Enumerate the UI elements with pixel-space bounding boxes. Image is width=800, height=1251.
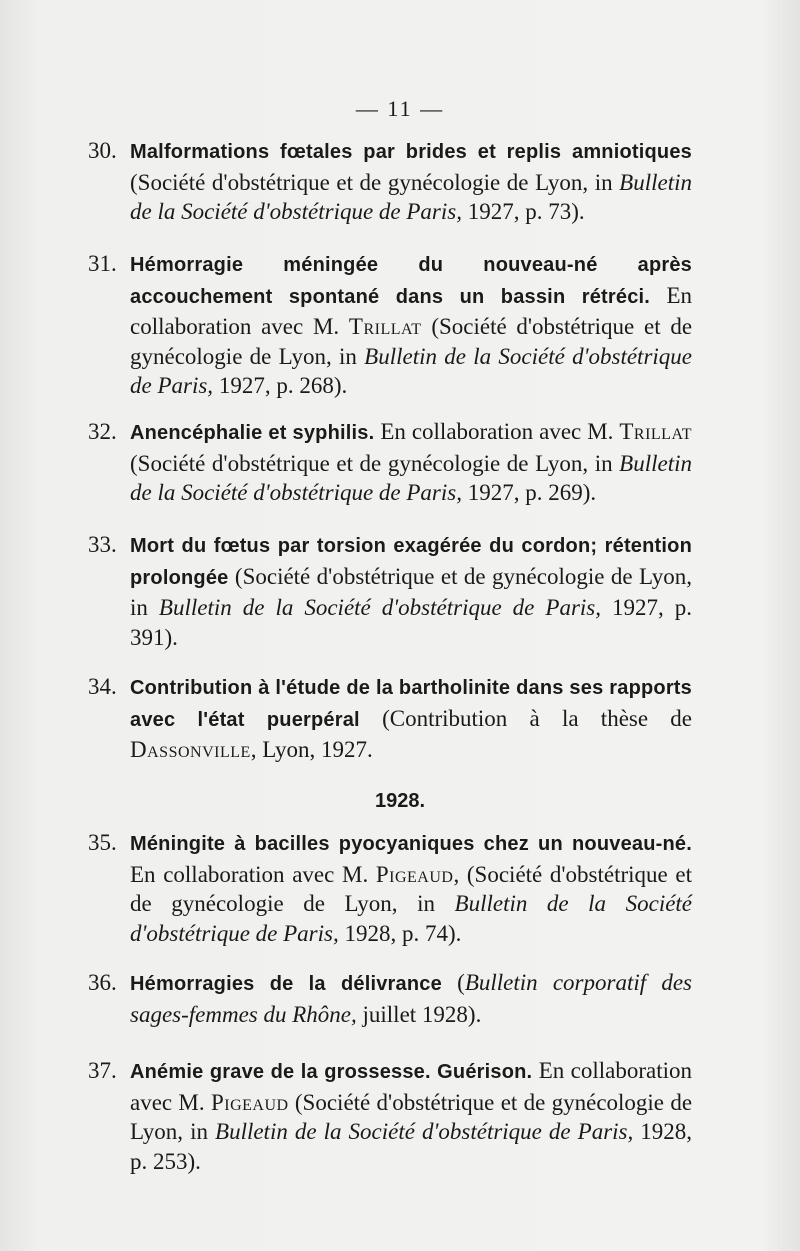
entry-title: Mort du fœtus par torsion exagérée du cordon; rétention prolongée (130, 535, 692, 589)
bibliography-entry-36 (88, 968, 692, 1029)
author-name: Trillat (348, 314, 422, 339)
entry-title: Contribution à l'étude de la bartholinite dans ses rapports avec l'état puerpéral (130, 677, 692, 731)
entry-number: 31. (88, 251, 117, 276)
year-heading: 1928. (374, 790, 426, 812)
entry-text-2: , (Société d'obstétrique et de gynécologie de Lyon, in (130, 861, 692, 916)
entry-text: En collaboration avec M. (130, 861, 369, 887)
journal-title: Bulletin corporatif des sages-femmes du Rhône, (130, 970, 693, 1027)
entry-citation: 1928, p. 74). (344, 920, 462, 946)
author-name: Pigeaud (210, 1089, 289, 1115)
bibliography-entry-34 (88, 672, 692, 765)
entry-text: (Société d'obstétrique et de gynécologie de Lyon, in (130, 563, 693, 620)
entry-text: ( (457, 970, 465, 995)
bibliography-entry-35 (88, 828, 692, 948)
bibliography-entry-31 (88, 249, 692, 401)
entry-text: (Contribution à la thèse de (382, 705, 693, 731)
entry-title: Méningite à bacilles pyocyaniques chez un nouveau-né. (130, 833, 692, 855)
entry-number: 36. (88, 970, 117, 995)
entry-text-2: (Société d'obstétrique et de gynécologie de Lyon, in (130, 1089, 693, 1144)
author-name: Dassonville (130, 737, 251, 762)
entry-number: 32. (88, 419, 117, 444)
author-name: Trillat (619, 419, 693, 444)
entry-citation: 1928, p. 253). (130, 1119, 693, 1174)
journal-title: Bulletin de la Société d'obstétrique de Paris, (158, 595, 601, 620)
entry-title: Anencéphalie et syphilis. (130, 422, 375, 444)
entry-title: Malformations fœtales par brides et replis amniotiques (130, 141, 692, 163)
journal-title: Bulletin de la Société d'obstétrique de Paris, (130, 891, 693, 946)
entry-text-2: (Société d'obstétrique et de gynécologie de Lyon, in (130, 450, 613, 476)
entry-text-2: (Société d'obstétrique et de gynécologie de Lyon, in (130, 314, 693, 369)
entry-citation: , Lyon, 1927. (250, 737, 373, 762)
bibliography-entry-30 (88, 136, 692, 227)
entry-title: Hémorragie méningée du nouveau-né après accouchement spontané dans un bassin rétréci. (130, 254, 692, 308)
bibliography-entry-32 (88, 417, 692, 508)
bibliography-entry-33 (88, 530, 692, 652)
entry-text: En collaboration avec M. (130, 282, 693, 339)
entry-citation: 1927, p. 73). (467, 199, 585, 224)
entry-number: 35. (88, 830, 117, 855)
page-number: — 11 — (355, 96, 445, 121)
entry-number: 30. (88, 138, 117, 163)
entry-citation: 1927, p. 391). (130, 595, 693, 650)
entry-citation: juillet 1928). (362, 1001, 482, 1027)
journal-title: Bulletin de la Société d'obstétrique de Paris, (130, 169, 692, 224)
entry-number: 37. (88, 1058, 117, 1083)
entry-text: (Société d'obstétrique et de gynécologie de Lyon, in (130, 169, 613, 195)
entry-text: En collaboration avec M. (380, 419, 614, 444)
entry-title: Anémie grave de la grossesse. Guérison. (130, 1061, 533, 1083)
entry-number: 33. (88, 532, 117, 557)
bibliography-entry-37 (88, 1056, 692, 1176)
journal-title: Bulletin de la Société d'obstétrique de Paris, (215, 1119, 634, 1144)
entry-title: Hémorragies de la délivrance (130, 973, 442, 995)
entry-citation: 1927, p. 268). (218, 373, 348, 398)
entry-citation: 1927, p. 269). (467, 480, 597, 505)
author-name: Pigeaud (375, 861, 454, 887)
entry-text: En collaboration avec M. (130, 1058, 692, 1115)
entry-number: 34. (88, 674, 117, 699)
journal-title: Bulletin de la Société d'obstétrique de Paris, (130, 450, 692, 505)
journal-title: Bulletin de la Société d'obstétrique de Paris, (130, 343, 692, 398)
